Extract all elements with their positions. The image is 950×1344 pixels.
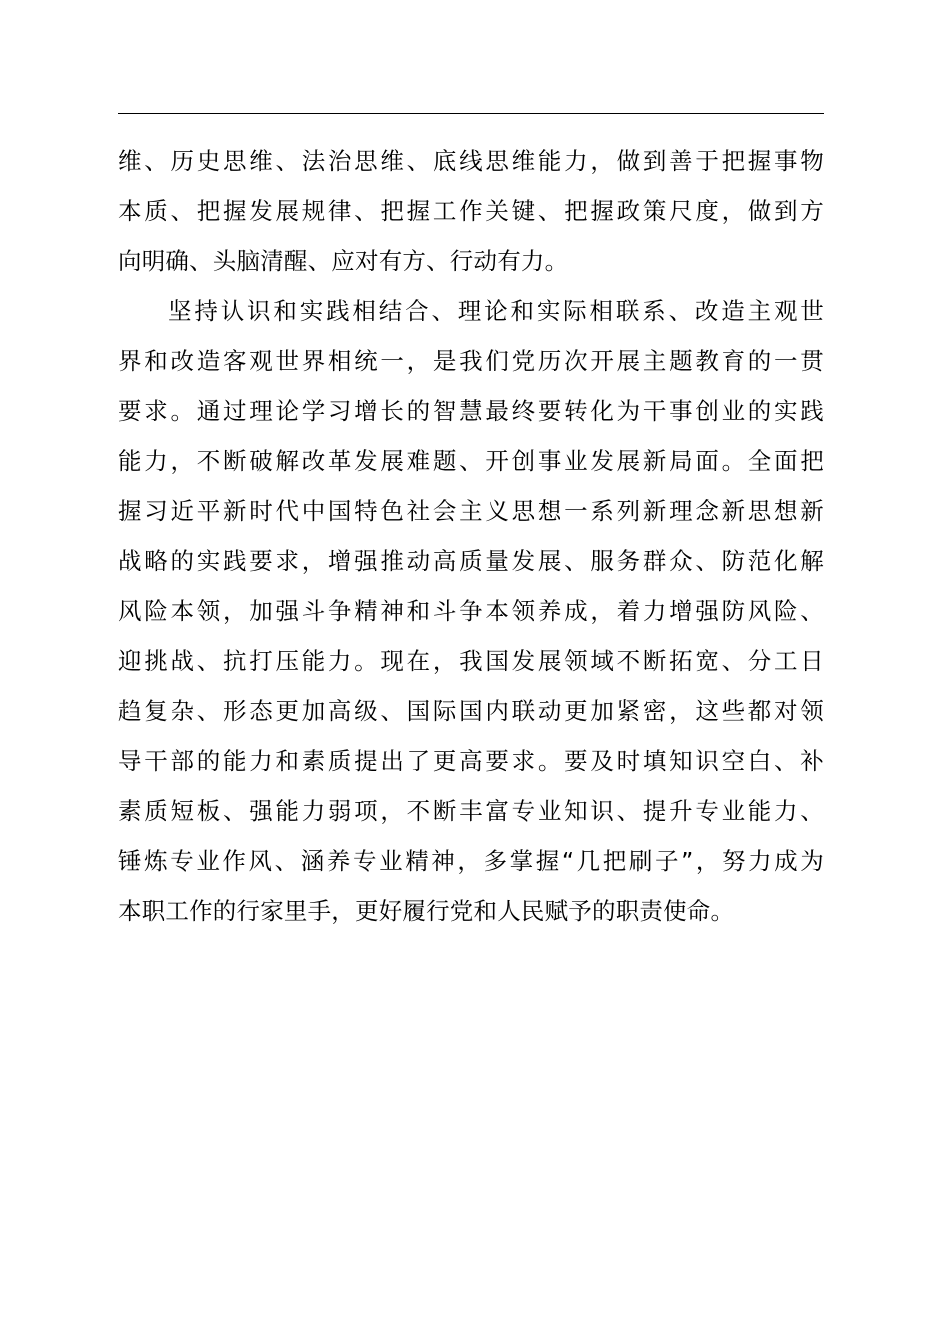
text-line: 握习近平新时代中国特色社会主义思想一系列新理念新思想新 bbox=[118, 497, 824, 525]
paragraph-1 bbox=[118, 136, 824, 286]
text-line: 本质、把握发展规律、把握工作关键、把握政策尺度，做到方 bbox=[118, 197, 824, 225]
paragraph-2 bbox=[118, 286, 824, 936]
text-line: 素质短板、强能力弱项，不断丰富专业知识、提升专业能力、 bbox=[118, 797, 824, 825]
text-line: 维、历史思维、法治思维、底线思维能力，做到善于把握事物 bbox=[118, 147, 824, 175]
text-line: 迎挑战、抗打压能力。现在，我国发展领域不断拓宽、分工日 bbox=[118, 647, 824, 675]
text-line: 锤炼专业作风、涵养专业精神，多掌握“几把刷子”，努力成为 bbox=[118, 847, 824, 875]
text-line: 风险本领，加强斗争精神和斗争本领养成，着力增强防风险、 bbox=[118, 597, 824, 625]
text-line: 坚持认识和实践相结合、理论和实际相联系、改造主观世 bbox=[168, 297, 824, 325]
text-line: 战略的实践要求，增强推动高质量发展、服务群众、防范化解 bbox=[118, 547, 824, 575]
header-rule bbox=[118, 113, 824, 114]
text-line: 向明确、头脑清醒、应对有方、行动有力。 bbox=[118, 247, 569, 275]
text-line: 要求。通过理论学习增长的智慧最终要转化为干事创业的实践 bbox=[118, 397, 824, 425]
text-line: 界和改造客观世界相统一，是我们党历次开展主题教育的一贯 bbox=[118, 347, 824, 375]
text-line: 能力，不断破解改革发展难题、开创事业发展新局面。全面把 bbox=[118, 447, 824, 475]
text-line: 趋复杂、形态更加高级、国际国内联动更加紧密，这些都对领 bbox=[118, 697, 824, 725]
text-line: 本职工作的行家里手，更好履行党和人民赋予的职责使命。 bbox=[118, 897, 735, 925]
text-line: 导干部的能力和素质提出了更高要求。要及时填知识空白、补 bbox=[118, 747, 824, 775]
body-text bbox=[118, 136, 824, 936]
